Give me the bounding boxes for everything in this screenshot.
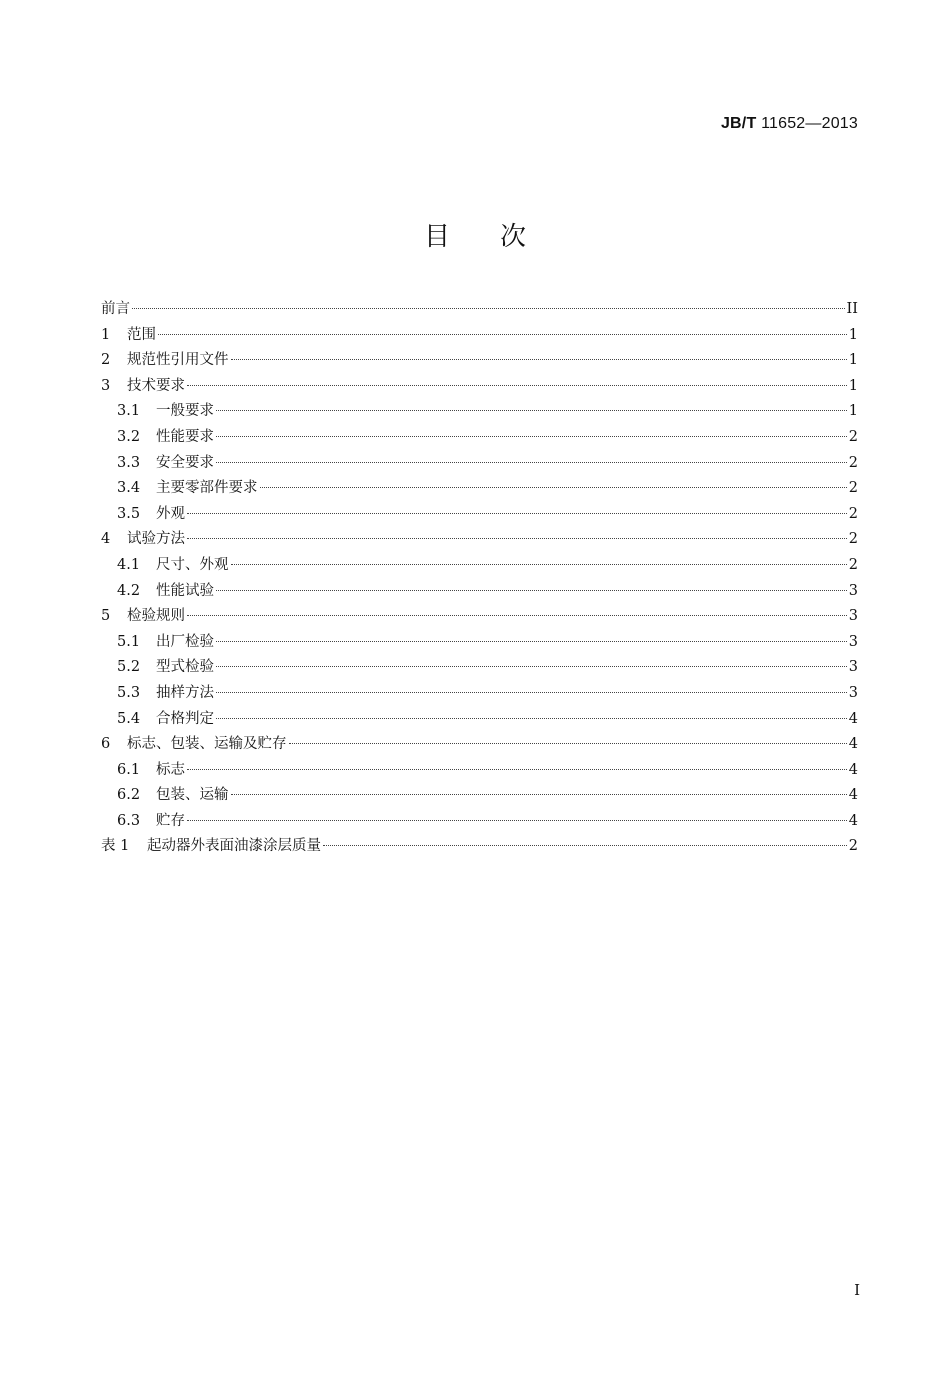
toc-entry-page: 2 xyxy=(848,454,858,471)
toc-entry-page: 2 xyxy=(848,428,858,445)
toc-entry-page: 4 xyxy=(848,710,858,727)
toc-entry-number: 6.1 xyxy=(117,761,141,778)
toc-entry-page: 3 xyxy=(848,659,858,676)
toc-entry-page: 3 xyxy=(848,633,858,650)
toc-entry-number: 3 xyxy=(101,377,111,394)
toc-entry-number: 1 xyxy=(101,326,111,343)
toc-entry[interactable] xyxy=(101,783,858,809)
toc-entry-number: 5.4 xyxy=(117,710,141,727)
toc-entry-label: 技术要求 xyxy=(127,377,185,394)
toc-entry[interactable] xyxy=(101,707,858,733)
toc-entry-number: 4.1 xyxy=(117,556,141,573)
toc-entry-page: 4 xyxy=(848,812,858,829)
toc-entry-label: 试验方法 xyxy=(127,531,185,548)
toc-entry-number: 6.2 xyxy=(117,787,141,804)
toc-dot-leader xyxy=(216,666,847,667)
toc-entry-label: 规范性引用文件 xyxy=(127,352,229,369)
toc-dot-leader xyxy=(323,845,847,846)
toc-entry-label: 抽样方法 xyxy=(156,684,214,701)
toc-entry[interactable] xyxy=(101,681,858,707)
toc-entry-label: 出厂检验 xyxy=(156,633,214,650)
toc-entry-label: 贮存 xyxy=(156,812,185,829)
toc-dot-leader xyxy=(187,538,847,539)
toc-entry-label: 尺寸、外观 xyxy=(156,556,229,573)
toc-entry-label: 标志 xyxy=(156,761,185,778)
toc-entry-number: 5.3 xyxy=(117,684,141,701)
toc-dot-leader xyxy=(187,513,847,514)
toc-dot-leader xyxy=(187,615,847,616)
toc-entry-page: 3 xyxy=(848,684,858,701)
toc-dot-leader xyxy=(158,334,847,335)
toc-dot-leader xyxy=(216,436,847,437)
toc-entry-page: 4 xyxy=(848,761,858,778)
toc-entry[interactable] xyxy=(101,732,858,758)
toc-entry[interactable] xyxy=(101,630,858,656)
page-number: I xyxy=(854,1281,860,1299)
toc-dot-leader xyxy=(289,743,847,744)
toc-entry-label: 包装、运输 xyxy=(156,787,229,804)
page-title: 目次 xyxy=(423,222,576,252)
toc-entry-number: 3.1 xyxy=(117,403,141,420)
standard-code xyxy=(721,115,858,133)
toc-entry-label: 标志、包装、运输及贮存 xyxy=(127,736,287,753)
toc-entry[interactable] xyxy=(101,476,858,502)
toc-entry-label: 前言 xyxy=(101,301,130,317)
toc-entry[interactable] xyxy=(101,502,858,528)
toc-entry-number: 4.2 xyxy=(117,582,141,599)
toc-entry-page: 2 xyxy=(848,838,858,855)
toc-entry[interactable] xyxy=(101,348,858,374)
toc-entry-number: 3.5 xyxy=(117,505,141,522)
toc-entry[interactable] xyxy=(101,553,858,579)
toc-entry-page: 2 xyxy=(848,505,858,522)
standard-prefix: JB/T xyxy=(720,115,757,132)
toc-entry-page: 2 xyxy=(848,556,858,573)
toc-entry-page: 4 xyxy=(848,787,858,804)
toc-entry-number: 5 xyxy=(101,608,111,625)
toc-entry-number: 6 xyxy=(101,736,111,753)
toc-entry-label: 范围 xyxy=(127,326,156,343)
toc-dot-leader xyxy=(187,385,847,386)
toc-entry[interactable] xyxy=(101,527,858,553)
toc-dot-leader xyxy=(231,359,847,360)
toc-entry-label: 检验规则 xyxy=(127,608,185,625)
toc-entry[interactable] xyxy=(101,604,858,630)
toc-dot-leader xyxy=(216,590,847,591)
toc-entry[interactable] xyxy=(101,655,858,681)
standard-number: 11652—2013 xyxy=(761,115,858,132)
toc-entry-label: 一般要求 xyxy=(156,403,214,420)
toc-dot-leader xyxy=(260,487,847,488)
toc-entry[interactable] xyxy=(101,758,858,784)
toc-dot-leader xyxy=(231,564,847,565)
table-of-contents xyxy=(101,297,858,860)
toc-entry-number: 5.1 xyxy=(117,633,141,650)
toc-dot-leader xyxy=(187,769,847,770)
toc-entry-label: 主要零部件要求 xyxy=(156,480,258,497)
toc-entry-label: 性能要求 xyxy=(156,428,214,445)
toc-dot-leader xyxy=(216,718,847,719)
toc-entry-page: 3 xyxy=(848,608,858,625)
toc-dot-leader xyxy=(216,462,847,463)
toc-dot-leader xyxy=(216,641,847,642)
toc-dot-leader xyxy=(187,820,847,821)
toc-entry[interactable] xyxy=(101,425,858,451)
toc-entry[interactable] xyxy=(101,323,858,349)
toc-entry[interactable] xyxy=(101,579,858,605)
toc-entry[interactable] xyxy=(101,834,858,860)
toc-entry-page: 1 xyxy=(848,326,858,343)
toc-entry[interactable] xyxy=(101,399,858,425)
toc-entry-number: 3.3 xyxy=(117,454,141,471)
toc-entry-number: 3.4 xyxy=(117,480,141,497)
toc-entry-page: 2 xyxy=(848,531,858,548)
toc-entry-label: 性能试验 xyxy=(156,582,214,599)
toc-dot-leader xyxy=(216,692,847,693)
toc-entry-label: 安全要求 xyxy=(156,454,214,471)
toc-entry-label: 起动器外表面油漆涂层质量 xyxy=(147,838,321,855)
toc-dot-leader xyxy=(216,410,847,411)
toc-entry-number: 4 xyxy=(101,531,111,548)
toc-entry-label: 型式检验 xyxy=(156,659,214,676)
toc-entry-label: 合格判定 xyxy=(156,710,214,727)
toc-entry-label: 外观 xyxy=(156,505,185,522)
toc-entry-page: 1 xyxy=(848,377,858,394)
toc-entry[interactable] xyxy=(101,297,858,323)
toc-entry[interactable] xyxy=(101,809,858,835)
toc-entry[interactable] xyxy=(101,451,858,477)
toc-entry-number: 3.2 xyxy=(117,428,141,445)
toc-entry[interactable] xyxy=(101,374,858,400)
toc-entry-page: 1 xyxy=(848,352,858,369)
toc-entry-number: 表 1 xyxy=(101,838,130,855)
toc-entry-number: 2 xyxy=(101,352,111,369)
toc-entry-number: 6.3 xyxy=(117,812,141,829)
toc-entry-page: 4 xyxy=(848,736,858,753)
toc-entry-page: 3 xyxy=(848,582,858,599)
toc-entry-page: 2 xyxy=(848,480,858,497)
toc-entry-page: 1 xyxy=(848,403,858,420)
toc-dot-leader xyxy=(231,794,847,795)
toc-entry-page: II xyxy=(846,301,858,317)
toc-dot-leader xyxy=(132,308,845,309)
toc-entry-number: 5.2 xyxy=(117,659,141,676)
